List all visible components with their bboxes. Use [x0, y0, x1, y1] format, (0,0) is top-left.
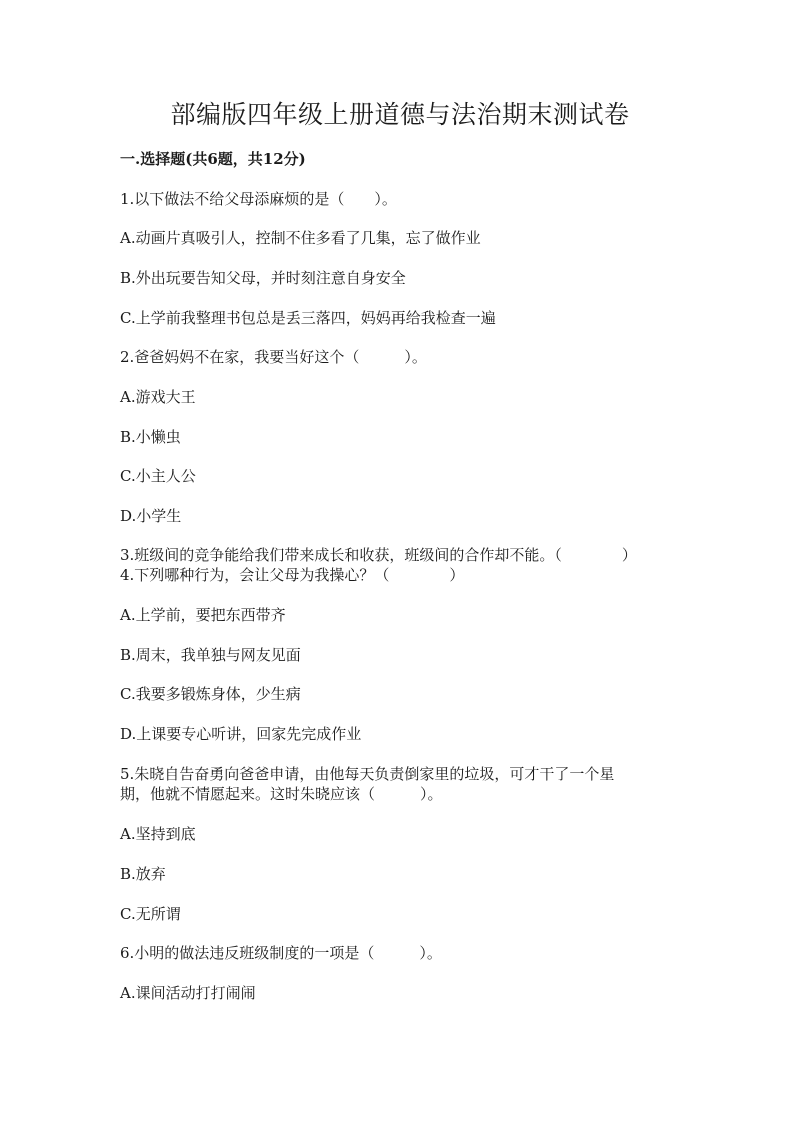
- question-5-stem-line-1: 5.朱晓自告奋勇向爸爸申请，由他每天负责倒家里的垃圾，可才干了一个星: [120, 765, 615, 783]
- question-6-stem: 6.小明的做法违反班级制度的一项是（ ）。: [120, 944, 442, 962]
- question-1-option-b: B.外出玩要告知父母，并时刻注意自身安全: [120, 269, 406, 287]
- question-5-option-a: A.坚持到底: [120, 825, 196, 843]
- question-1-stem: 1.以下做法不给父母添麻烦的是（ ）。: [120, 190, 397, 208]
- question-2-option-b: B.小懒虫: [120, 428, 181, 446]
- question-1-option-a: A.动画片真吸引人，控制不住多看了几集，忘了做作业: [120, 229, 481, 247]
- question-2-option-d: D.小学生: [120, 507, 182, 525]
- question-4-option-a: A.上学前，要把东西带齐: [120, 606, 286, 624]
- section-heading: 一.选择题(共6题，共12分): [120, 150, 306, 168]
- question-4-option-d: D.上课要专心听讲，回家先完成作业: [120, 725, 362, 743]
- question-5-option-c: C.无所谓: [120, 905, 181, 923]
- question-4-option-b: B.周末，我单独与网友见面: [120, 646, 301, 664]
- page-title: 部编版四年级上册道德与法治期末测试卷: [170, 100, 630, 129]
- question-1-option-c: C.上学前我整理书包总是丢三落四，妈妈再给我检查一遍: [120, 309, 496, 327]
- question-2-stem: 2.爸爸妈妈不在家，我要当好这个（ ）。: [120, 348, 427, 366]
- question-2-option-a: A.游戏大王: [120, 388, 196, 406]
- question-3-stem: 3.班级间的竞争能给我们带来成长和收获，班级间的合作却不能。（ ）: [120, 546, 637, 564]
- question-5-option-b: B.放弃: [120, 865, 166, 883]
- question-5-stem-line-2: 期，他就不情愿起来。这时朱晓应该（ ）。: [120, 785, 443, 803]
- question-6-option-a: A.课间活动打打闹闹: [120, 984, 256, 1002]
- question-2-option-c: C.小主人公: [120, 467, 196, 485]
- question-4-option-c: C.我要多锻炼身体，少生病: [120, 685, 301, 703]
- question-4-stem: 4.下列哪种行为，会让父母为我操心？（ ）: [120, 566, 465, 584]
